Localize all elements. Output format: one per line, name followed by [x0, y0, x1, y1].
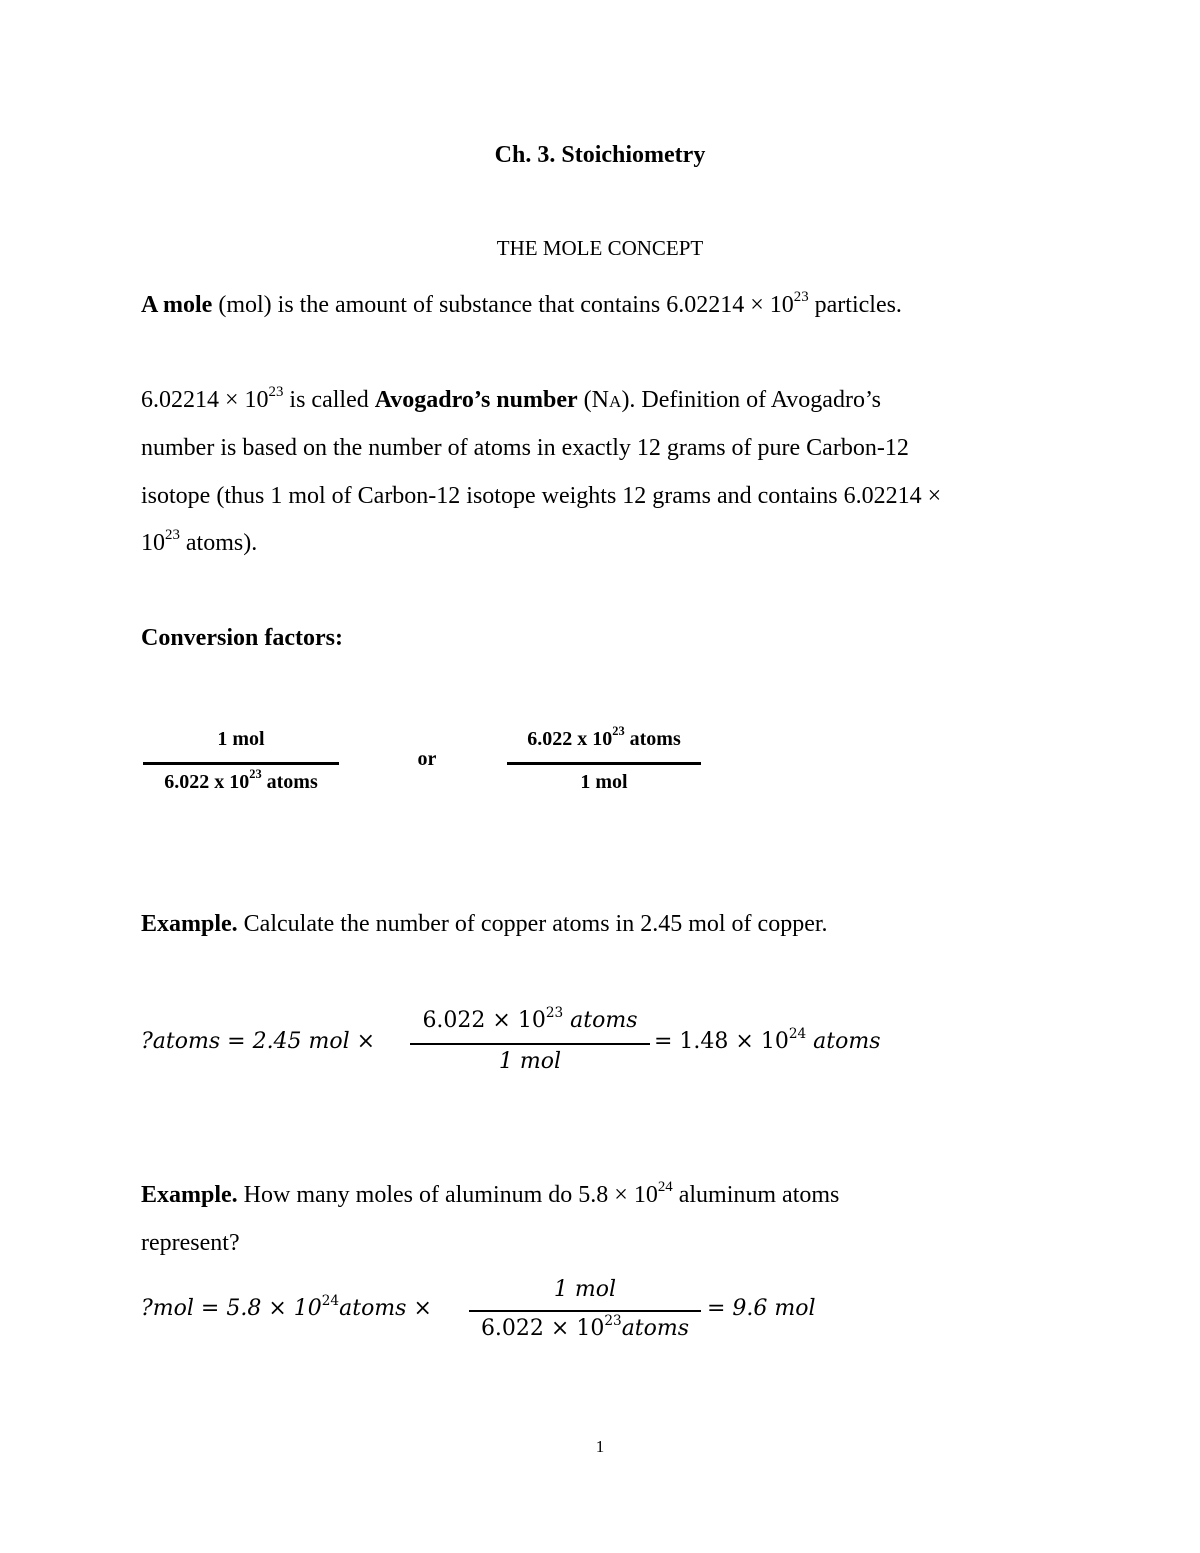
example-1-result-base: = 1.48 × 10	[654, 1029, 789, 1054]
example-2-fraction-bar	[469, 1310, 701, 1312]
right-factor-denominator: 1 mol	[580, 771, 628, 793]
chapter-title: Ch. 3. Stoichiometry	[494, 142, 706, 168]
example-2-result: = 9.6 mol	[707, 1296, 816, 1321]
example-1-result	[654, 1025, 881, 1054]
example-1-numerator-exponent: 23	[545, 1004, 564, 1021]
avogadro-line-4-tail: atoms).	[179, 530, 258, 556]
example-2-statement	[141, 1178, 840, 1209]
example-2-text: How many moles of aluminum do 5.8 × 10	[237, 1182, 658, 1208]
mole-term: A mole	[141, 292, 213, 318]
mole-definition-text: (mol) is the amount of substance that contains 6.02214 × 10	[212, 292, 794, 318]
section-heading: THE MOLE CONCEPT	[496, 236, 704, 260]
conversion-heading-text: Conversion factors:	[141, 625, 343, 651]
example-2-denominator-unit: atoms	[621, 1316, 690, 1341]
left-factor-denominator-base: 6.022 x 10	[164, 771, 250, 793]
avogadro-line-1	[141, 383, 881, 414]
example-2-lhs-base: ?mol = 5.8 × 10	[141, 1296, 322, 1321]
avogadro-line-4	[141, 526, 258, 557]
page-number: 1	[595, 1437, 605, 1456]
avogadro-text: is called	[283, 387, 375, 413]
example-2-statement-line-2: represent?	[141, 1230, 240, 1256]
avogadro-symbol-subscript: A	[608, 392, 622, 411]
example-2-numerator: 1 mol	[553, 1277, 617, 1302]
right-factor-numerator-base: 6.022 x 10	[527, 728, 613, 750]
avogadro-line-4-base: 10	[141, 530, 165, 556]
avogadro-line-4-exponent: 23	[165, 526, 180, 543]
avogadro-exponent: 23	[268, 383, 284, 400]
avogadro-line-3: isotope (thus 1 mol of Carbon-12 isotope weights 12 grams and contains 6.02214 ×	[141, 483, 942, 509]
example-1-fraction-bar	[410, 1043, 650, 1045]
example-2-lhs-unit: atoms ×	[339, 1296, 432, 1321]
example-2-text-tail: aluminum atoms	[672, 1182, 840, 1208]
example-1-label: Example.	[141, 911, 238, 937]
mole-definition-tail: particles.	[808, 292, 902, 318]
example-2-denominator-exponent: 23	[604, 1312, 622, 1329]
right-factor-fraction-bar	[507, 762, 701, 765]
example-1-statement	[141, 911, 828, 938]
avogadro-term: Avogadro’s number	[374, 387, 578, 413]
example-1-text: Calculate the number of copper atoms in 2.45 mol of copper.	[237, 911, 828, 937]
example-2-lhs-exponent: 24	[321, 1292, 340, 1309]
example-2-text-exponent: 24	[657, 1178, 673, 1195]
avogadro-text-tail: ). Definition of Avogadro’s	[621, 387, 881, 413]
example-2-label: Example.	[141, 1182, 238, 1208]
example-1-numerator-unit: atoms	[563, 1008, 638, 1033]
left-factor-numerator: 1 mol	[217, 728, 265, 750]
example-1-result-unit: atoms	[806, 1029, 881, 1054]
example-2-denominator	[469, 1312, 701, 1341]
left-factor-denominator-exponent: 23	[249, 767, 262, 782]
example-2-denominator-base: 6.022 × 10	[480, 1316, 605, 1341]
or-separator: or	[417, 748, 437, 770]
left-factor-denominator	[143, 767, 339, 794]
example-2-lhs	[141, 1292, 432, 1321]
conversion-heading	[141, 625, 343, 652]
avogadro-symbol: (N	[577, 387, 609, 413]
example-1-denominator: 1 mol	[498, 1049, 562, 1074]
right-factor-numerator-unit: atoms	[624, 728, 681, 750]
mole-definition	[141, 288, 902, 319]
right-factor-numerator-exponent: 23	[612, 724, 625, 739]
left-factor-denominator-unit: atoms	[261, 771, 318, 793]
avogadro-value: 6.02214 × 10	[141, 387, 269, 413]
mole-definition-exponent: 23	[793, 288, 809, 305]
left-factor-fraction-bar	[143, 762, 339, 765]
example-1-numerator-base: 6.022 × 10	[422, 1008, 546, 1033]
example-1-lhs: ?atoms = 2.45 mol ×	[141, 1029, 376, 1054]
example-1-result-exponent: 24	[788, 1025, 807, 1042]
example-1-numerator	[410, 1004, 650, 1033]
right-factor-numerator	[507, 724, 701, 751]
avogadro-line-2: number is based on the number of atoms in exactly 12 grams of pure Carbon-12	[141, 435, 909, 461]
